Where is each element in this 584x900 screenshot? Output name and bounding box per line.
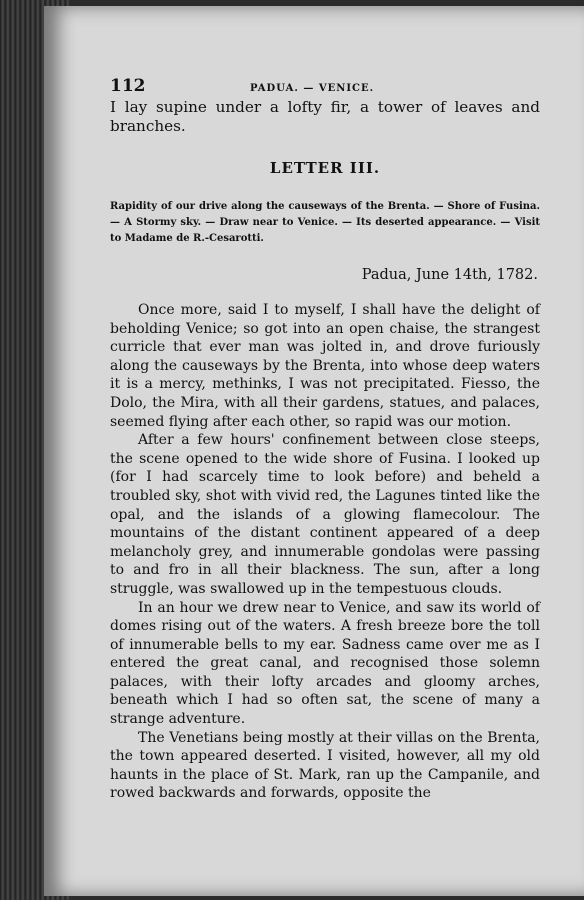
page-header bbox=[110, 76, 540, 98]
carry-over-text: I lay supine under a lofty fir, a tower of leaves and branches. bbox=[110, 98, 540, 135]
paragraph: In an hour we drew near to Venice, and saw its world of domes rising out of the waters. A fresh breeze bore the toll of innumerable bells to my ear. Sadness came over me as I entered the great canal, and recognised those solemn palaces, with their lofty arcades and gloomy arches, beneath which I had so often sat, the scene of many a strange adventure. bbox=[110, 599, 540, 728]
paragraph: Once more, said I to myself, I shall have the delight of beholding Venice; so got into an open chaise, the strangest curricle that ever man was jolted in, and drove furiously along the causeways by the Brenta, into whose deep waters it is a mercy, methinks, I was not precipitated. Fiesso, the Dolo, the Mira, with all their gardens, statues, and palaces, seemed flying after each other, so rapid was our motion. bbox=[110, 302, 540, 430]
letter-title: LETTER III. bbox=[269, 159, 381, 177]
dateline: Padua, June 14th, 1782. bbox=[361, 267, 538, 283]
paragraph: After a few hours' confinement between close steeps, the scene opened to the wide shore of Fusina. I looked up (for I had scarcely time to look before) and beheld a troubled sky, shot with vivid red, the Lagunes tinted like the opal, and the islands of a glowing flamecolour. The mountains of the distant continent appeared of a deep melancholy grey, and innumerable gondolas were passing to and fro in all their blackness. The sun, after a long struggle, was swallowed up in the tempestuous clouds. bbox=[110, 432, 540, 597]
page-number: 112 bbox=[110, 76, 146, 96]
running-head: PADUA. — VENICE. bbox=[250, 83, 375, 94]
page-content bbox=[110, 76, 540, 803]
paragraph: The Venetians being mostly at their villas on the Brenta, the town appeared deserted. I visited, however, all my old haunts in the place of St. Mark, ran up the Campanile, and rowed backwards and forwards, opposite the bbox=[110, 729, 540, 802]
letter-summary: Rapidity of our drive along the causeways of the Brenta. — Shore of Fusina. — A Stormy sky. — Draw near to Venice. — Its deserted appearance. — Visit to Madame de R.-Cesarotti. bbox=[110, 201, 540, 244]
